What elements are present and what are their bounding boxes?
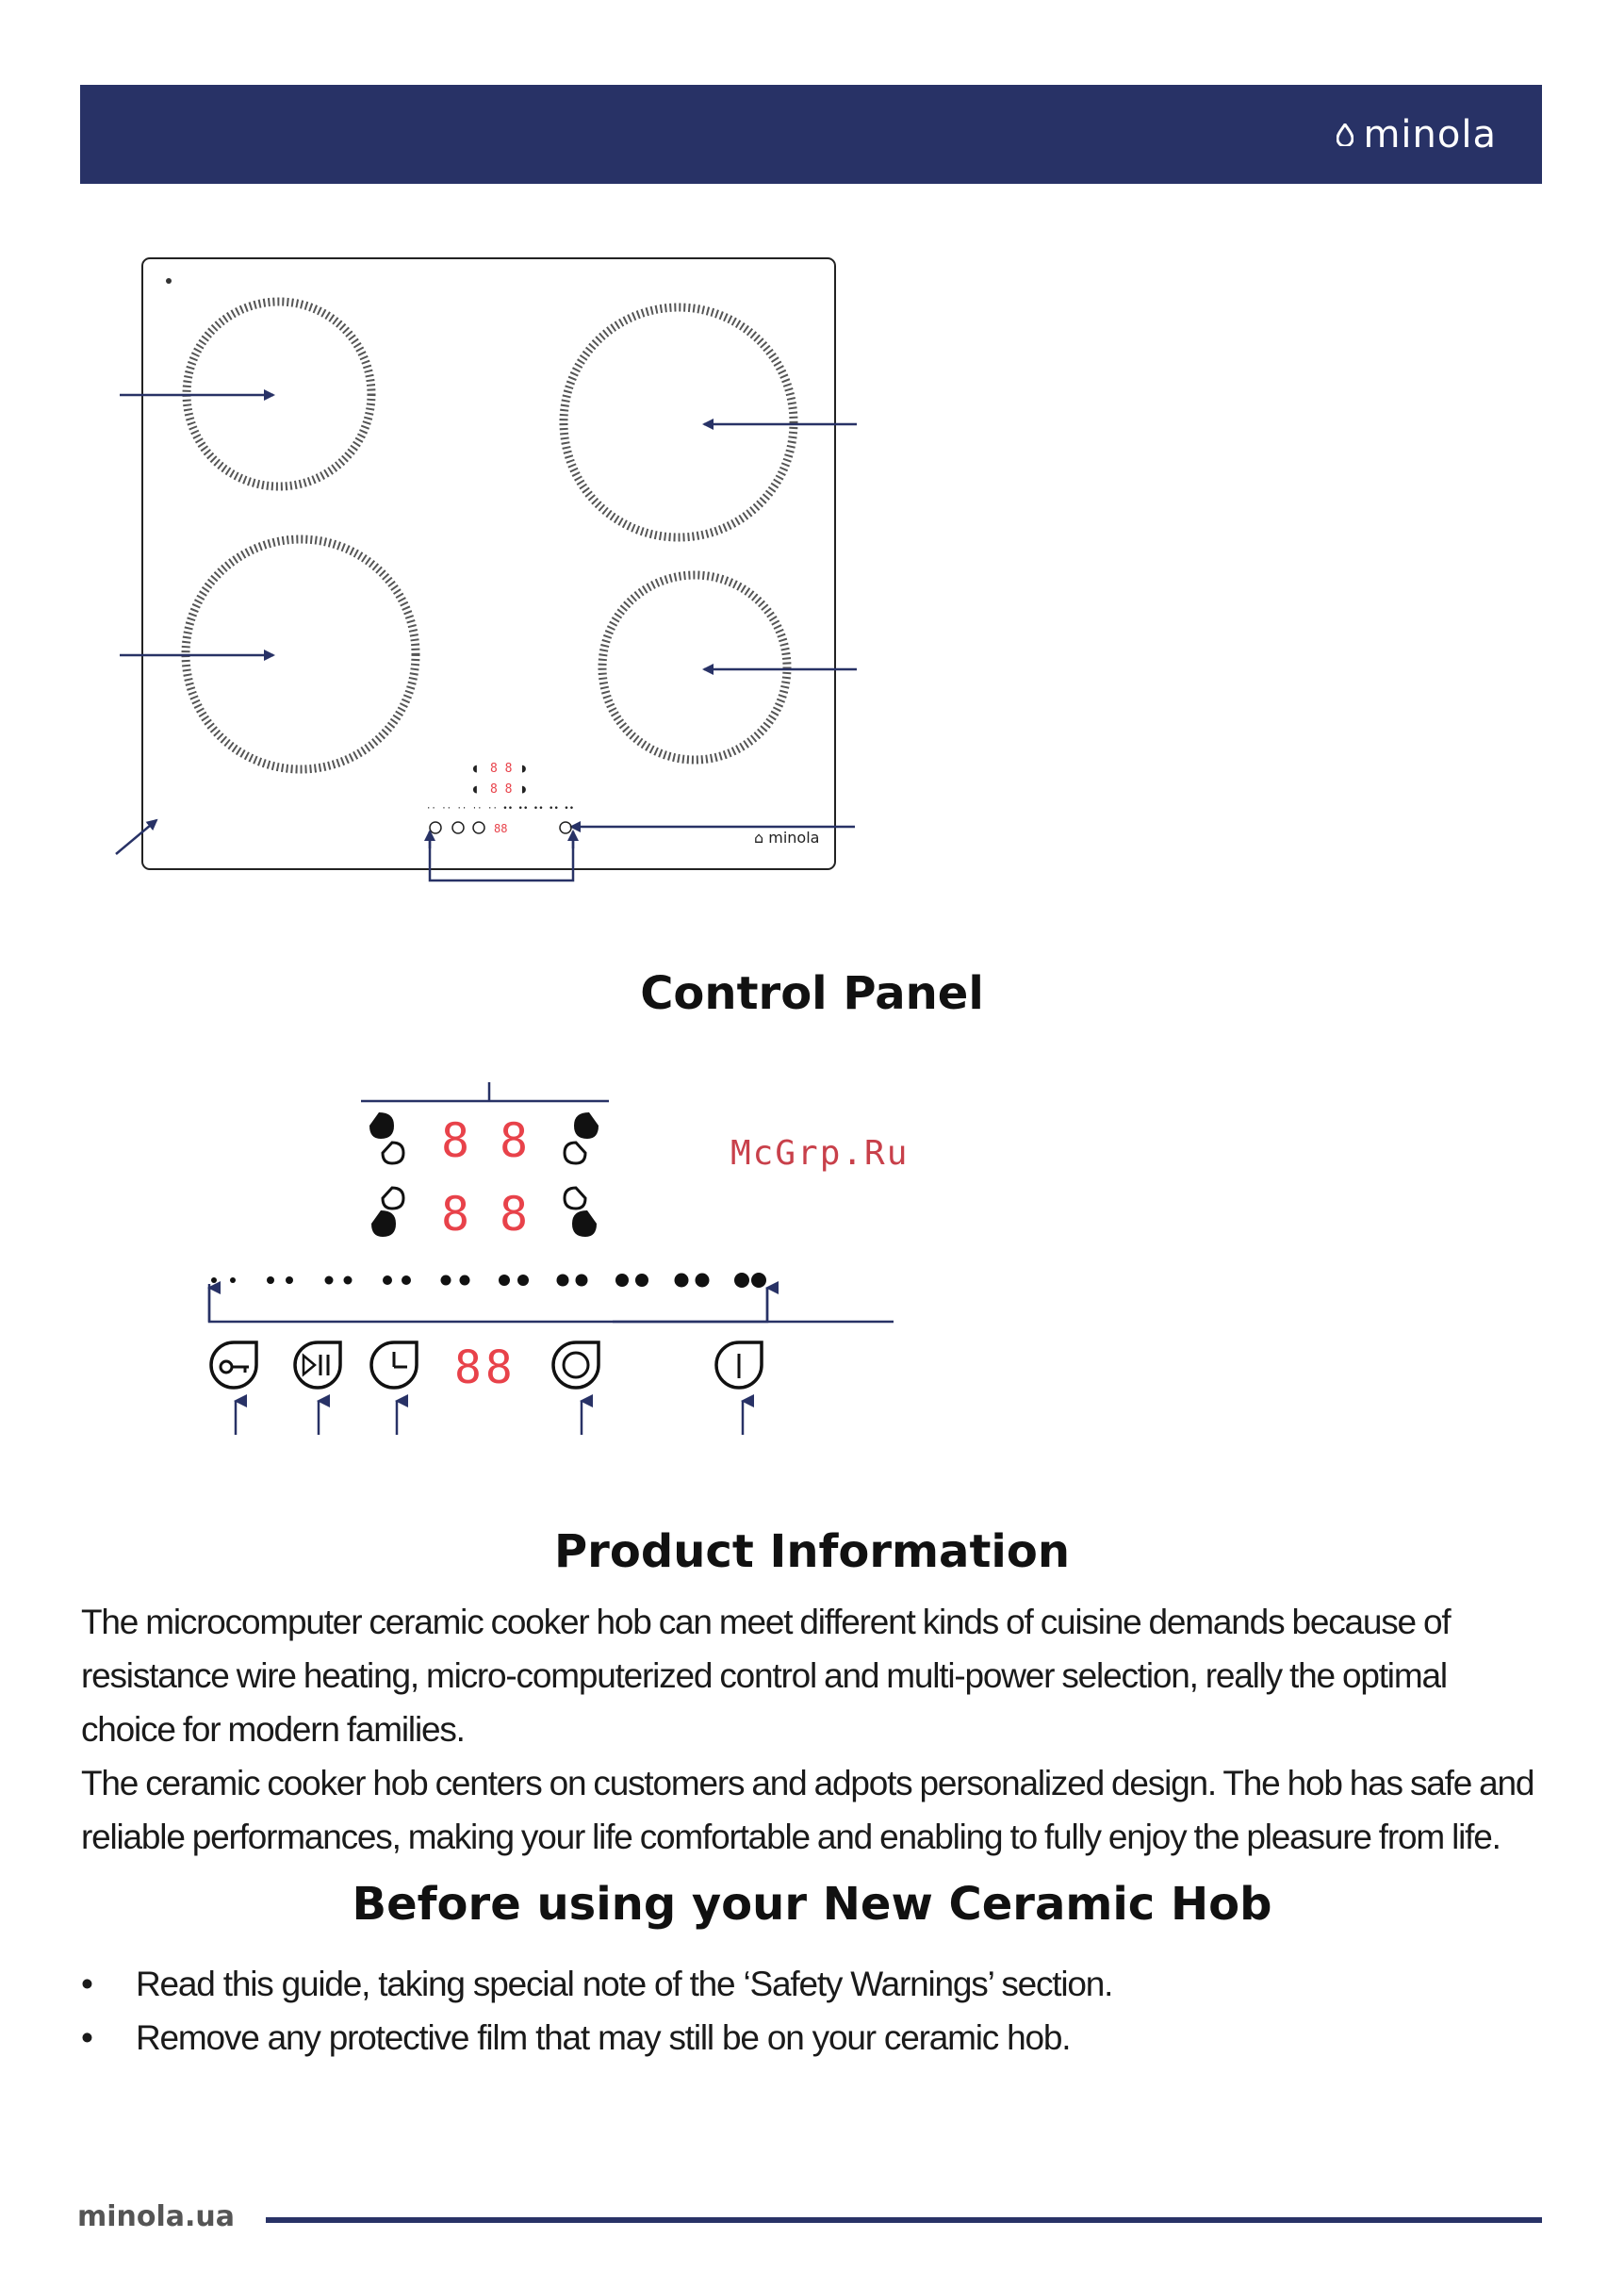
watermark-text: McGrp.Ru <box>730 1134 910 1173</box>
lock-button[interactable] <box>211 1342 256 1388</box>
svg-text:◖: ◖ <box>471 762 479 776</box>
footer-divider <box>266 2217 1542 2223</box>
product-info-paragraph-2: The ceramic cooker hob centers on customers and adpots personalized design. The hob has safe and reliable performances, making your life comfortable and enabling to fully enjoy the pleasure from life. <box>81 1764 1534 1856</box>
product-info-body <box>81 1595 1544 1864</box>
power-on-off-button[interactable] <box>716 1342 762 1388</box>
zone-selector-front-left[interactable] <box>371 1188 403 1237</box>
svg-text:8 8: 8 8 <box>490 782 513 797</box>
timer-display: 88 <box>454 1341 517 1394</box>
dual-ring-icon <box>564 1353 588 1377</box>
svg-text:◗: ◗ <box>520 762 528 776</box>
product-info-title: Product Information <box>554 1525 1070 1578</box>
product-info-paragraph-1: The microcomputer ceramic cooker hob can meet different kinds of cuisine demands because of resistance wire heating, micro-computerized control and multi-power selection, really the optimal choice for modern families. <box>81 1603 1451 1749</box>
footer-site-link[interactable]: minola.ua <box>77 2200 236 2233</box>
power-slider[interactable] <box>211 1273 766 1288</box>
svg-text:◖: ◖ <box>471 782 479 797</box>
pause-button[interactable] <box>295 1342 340 1388</box>
dual-zone-button[interactable] <box>553 1342 599 1388</box>
zone-selector-rear-left[interactable] <box>369 1112 403 1163</box>
display-front-left: 8 <box>441 1187 470 1242</box>
display-front-right: 8 <box>500 1187 529 1242</box>
play-pause-icon <box>303 1356 315 1374</box>
svg-text:◗: ◗ <box>520 782 528 797</box>
list-item: • Read this guide, taking special note of the ‘Safety Warnings’ section. <box>81 1957 1544 2011</box>
list-item: • Remove any protective film that may still be on your ceramic hob. <box>81 2011 1544 2065</box>
brand-name: minola <box>1363 113 1497 156</box>
before-using-list <box>81 1957 1544 2065</box>
svg-text:88: 88 <box>494 822 508 835</box>
display-rear-left: 8 <box>441 1113 470 1168</box>
zone-selector-rear-right[interactable] <box>565 1112 599 1163</box>
key-lock-icon <box>221 1361 232 1373</box>
svg-text:·· ·· ·· ·· ·· •• •• •• •• ••: ·· ·· ·· ·· ·· •• •• •• •• •• <box>426 804 575 814</box>
svg-text:8 8: 8 8 <box>490 762 513 776</box>
control-panel-title: Control Panel <box>640 967 984 1020</box>
timer-button[interactable] <box>371 1342 417 1388</box>
zone-selector-front-right[interactable] <box>565 1188 597 1237</box>
display-rear-right: 8 <box>500 1113 529 1168</box>
svg-text:⌂ minola: ⌂ minola <box>754 829 820 847</box>
before-using-title: Before using your New Ceramic Hob <box>352 1878 1272 1931</box>
